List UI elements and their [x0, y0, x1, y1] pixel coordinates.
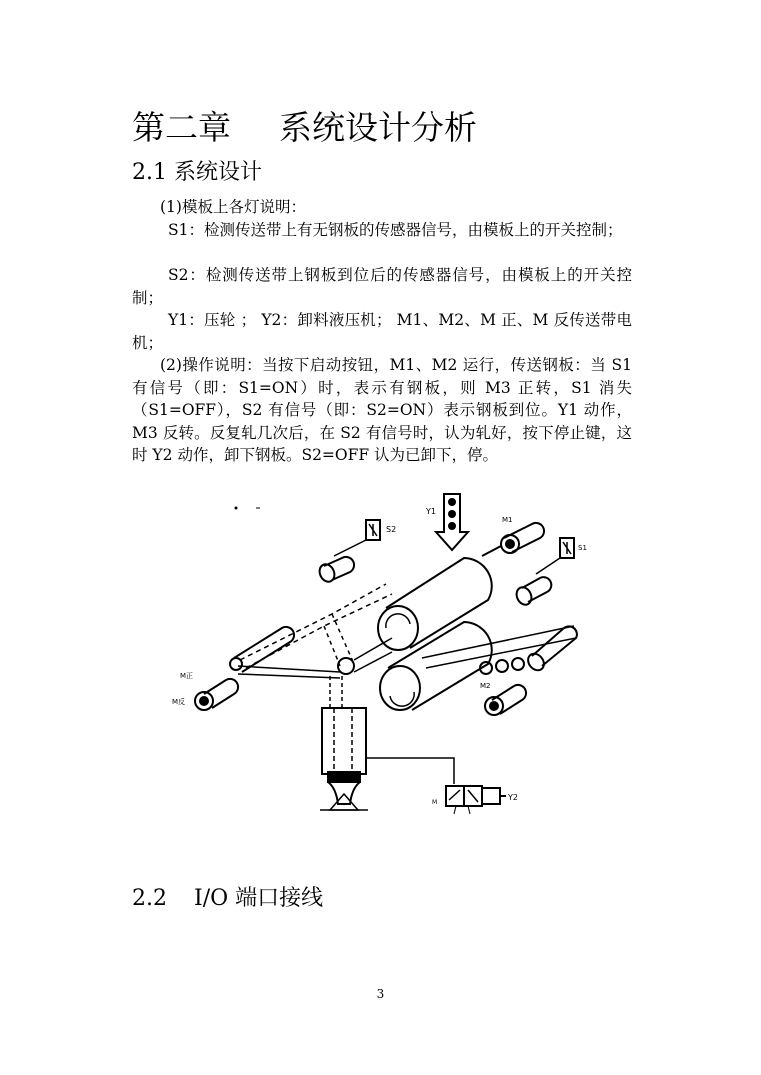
- unloading-cylinder: [320, 676, 368, 810]
- paragraph-lamp-intro: (1)模板上各灯说明：: [160, 198, 306, 216]
- motor-m-forward-reverse: [172, 658, 242, 710]
- chapter-title: 系统设计分析: [279, 108, 477, 147]
- label-m-forward: M正: [180, 672, 194, 680]
- section-heading-2-2: [132, 884, 323, 914]
- label-m-reverse: M反: [172, 698, 186, 706]
- label-m-small: M: [432, 799, 438, 806]
- label-y1: Y1: [426, 507, 436, 516]
- left-conveyor: [234, 584, 392, 678]
- chapter-number: 第二章: [132, 108, 231, 147]
- hydraulic-pipe: [366, 758, 454, 784]
- page-number: 3: [376, 987, 385, 1001]
- section-2-2-title: I/O 端口接线: [194, 886, 324, 911]
- label-y2: Y2: [508, 793, 518, 802]
- label-m2: M2: [480, 682, 491, 690]
- roller-s2: [317, 557, 354, 584]
- paragraph-s2: S2：检测传送带上钢板到位后的传感器信号，由模板上的开关控制；: [132, 266, 632, 307]
- rolling-mill-diagram: [164, 488, 604, 828]
- motor-m1: [482, 516, 544, 556]
- label-s1: S1: [578, 544, 587, 552]
- chapter-heading: [132, 106, 477, 150]
- label-s2: S2: [386, 525, 397, 534]
- sensor-s2-switch: [334, 520, 396, 556]
- paragraph-s1: S1：检测传送带上有无钢板的传感器信号，由模板上的开关控制；: [168, 221, 623, 239]
- roller-s1: [514, 577, 551, 607]
- section-2-2-number: 2.2: [132, 886, 167, 911]
- valve-y2: [432, 786, 518, 814]
- motor-m2: [480, 682, 526, 715]
- y1-press-arrow: [425, 494, 468, 550]
- section-heading-2-1: 2.1 系统设计: [132, 160, 262, 185]
- paragraph-y1-y2-motors: Y1：压轮 ； Y2：卸料液压机； M1、M2、M 正、M 反传送带电机；: [132, 311, 632, 352]
- sensor-s1-switch: [536, 538, 587, 574]
- label-m1: M1: [502, 516, 513, 524]
- paragraph-operation: (2)操作说明：当按下启动按钮，M1、M2 运行，传送钢板：当 S1 有信号（即：S1=ON）时，表示有钢板，则 M3 正转，S1 消失（S1=OFF），S2 有信号（即：S2=ON）表示钢板到位。Y1 动作，M3 反转。反复轧几次后，在 S2 有信号时，认为轧好，按下停止键，这时 Y2 动作，卸下钢板。S2=OFF 认为已卸下，停。: [132, 356, 632, 464]
- upper-work-roller: [378, 558, 492, 650]
